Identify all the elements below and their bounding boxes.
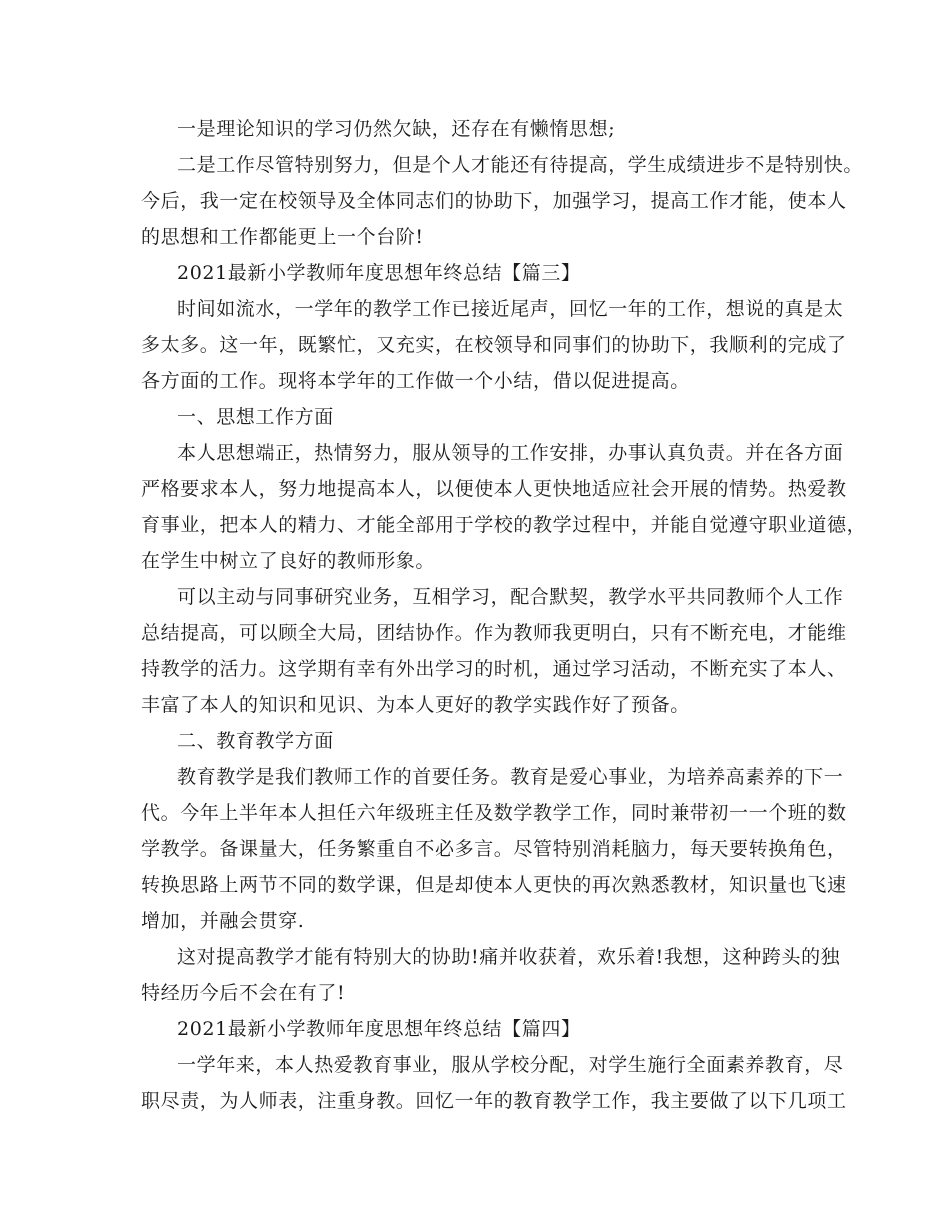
body-line: 育事业，把本人的精力、才能全部用于学校的教学过程中，并能自觉遵守职业道德， <box>141 514 867 536</box>
body-line: 时间如流水，一学年的教学工作已接近尾声，回忆一年的工作，想说的真是太 <box>177 298 844 320</box>
body-line: 教育教学是我们教师工作的首要任务。教育是爱心事业，为培养高素养的下一 <box>177 766 844 788</box>
body-line: 严格要求本人，努力地提高本人，以便使本人更快地适应社会开展的情势。热爱教 <box>141 478 847 500</box>
body-line: 一是理论知识的学习仍然欠缺，还存在有懒惰思想; <box>177 118 616 140</box>
body-line: 二是工作尽管特别努力，但是个人才能还有待提高，学生成绩进步不是特别快。 <box>177 154 864 176</box>
body-line: 持教学的活力。这学期有幸有外出学习的时机，通过学习活动，不断充实了本人、 <box>141 658 847 680</box>
subsection-heading: 一、思想工作方面 <box>177 406 334 428</box>
body-line: 增加，并融会贯穿. <box>141 910 305 932</box>
body-line: 总结提高，可以顾全大局，团结协作。作为教师我更明白，只有不断充电，才能维 <box>141 622 847 644</box>
body-line: 这对提高教学才能有特别大的协助!痛并收获着，欢乐着!我想，这种跨头的独 <box>177 946 841 968</box>
section-heading: 2021最新小学教师年度思想年终总结【篇三】 <box>177 262 581 284</box>
body-line: 特经历今后不会在有了! <box>141 982 346 1004</box>
body-line: 转换思路上两节不同的数学课，但是却使本人更快的再次熟悉教材，知识量也飞速 <box>141 874 847 896</box>
body-line: 今后，我一定在校领导及全体同志们的协助下，加强学习，提高工作才能，使本人 <box>141 190 847 212</box>
body-line: 在学生中树立了良好的教师形象。 <box>141 550 436 572</box>
body-line: 一学年来，本人热爱教育事业，服从学校分配，对学生施行全面素养教育，尽 <box>177 1054 844 1076</box>
body-line: 的思想和工作都能更上一个台阶! <box>141 226 424 248</box>
body-line: 丰富了本人的知识和见识、为本人更好的教学实践作好了预备。 <box>141 694 690 716</box>
body-line: 可以主动与同事研究业务，互相学习，配合默契，教学水平共同教师个人工作 <box>177 586 844 608</box>
body-line: 代。今年上半年本人担任六年级班主任及数学教学工作，同时兼带初一一个班的数 <box>141 802 847 824</box>
body-line: 学教学。备课量大，任务繁重自不必多言。尽管特别消耗脑力，每天要转换角色， <box>141 838 847 860</box>
section-heading: 2021最新小学教师年度思想年终总结【篇四】 <box>177 1018 581 1040</box>
body-line: 各方面的工作。现将本学年的工作做一个小结，借以促进提高。 <box>141 370 690 392</box>
body-line: 多太多。这一年，既繁忙，又充实，在校领导和同事们的协助下，我顺利的完成了 <box>141 334 847 356</box>
body-line: 职尽责，为人师表，注重身教。回忆一年的教育教学工作，我主要做了以下几项工 <box>141 1090 847 1112</box>
body-line: 本人思想端正，热情努力，服从领导的工作安排，办事认真负责。并在各方面 <box>177 442 844 464</box>
subsection-heading: 二、教育教学方面 <box>177 730 334 752</box>
